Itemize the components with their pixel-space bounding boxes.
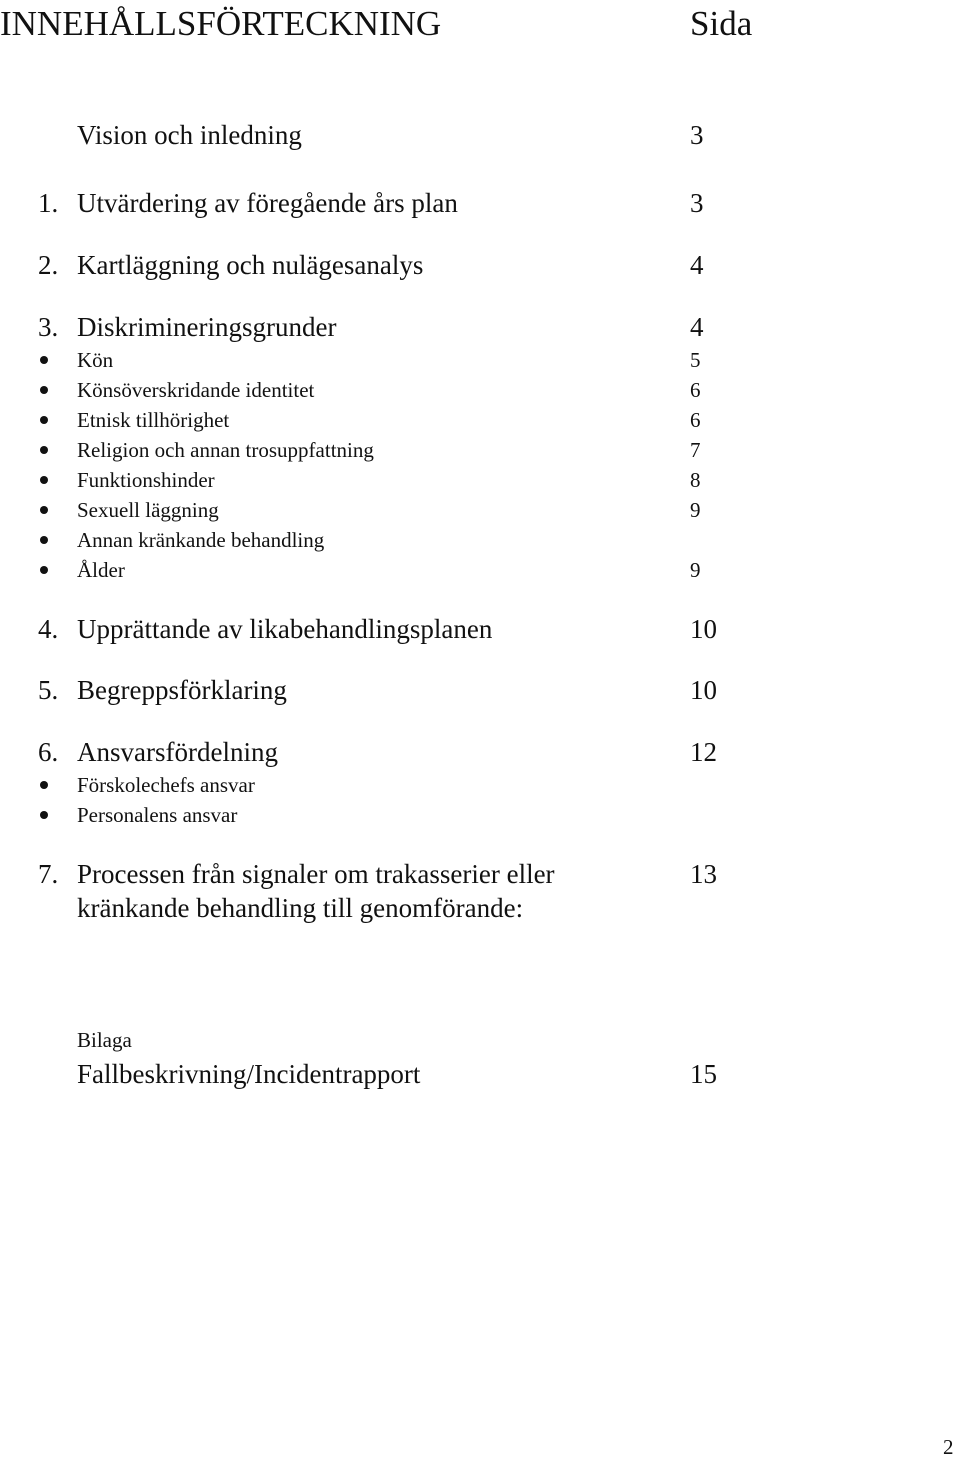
bullet-icon — [40, 356, 48, 364]
toc-subentry-text: Personalens ansvar — [77, 803, 238, 827]
toc-entry-page: 15 — [690, 1059, 717, 1089]
toc-subentry-text: Förskolechefs ansvar — [77, 773, 255, 797]
toc-subentry-page: 7 — [690, 438, 701, 462]
toc-subentry-page: 9 — [690, 498, 701, 522]
bullet-icon — [40, 536, 48, 544]
toc-entry-text: Begreppsförklaring — [77, 675, 287, 705]
toc-entry-number: 4. — [38, 614, 59, 644]
bullet-icon — [40, 781, 48, 789]
toc-entry-page: 12 — [690, 737, 717, 767]
page-number: 2 — [943, 1435, 954, 1459]
toc-subentry-text: Sexuell läggning — [77, 498, 219, 522]
toc-subentry-text: Religion och annan trosuppfattning — [77, 438, 374, 462]
toc-entry-text: Vision och inledning — [77, 120, 302, 150]
toc-entry-text: Ansvarsfördelning — [77, 737, 278, 767]
appendix-label: Bilaga — [77, 1028, 132, 1052]
toc-entry-number: 3. — [38, 312, 59, 342]
toc-subentry-text: Annan kränkande behandling — [77, 528, 325, 552]
bullet-icon — [40, 416, 48, 424]
toc-entry-number: 6. — [38, 737, 59, 767]
toc-subentry-page: 6 — [690, 408, 701, 432]
toc-entry-text-line2: kränkande behandling till genomförande: — [77, 893, 524, 923]
toc-subentry-page: 8 — [690, 468, 701, 492]
page-column-header: Sida — [690, 4, 753, 43]
toc-entry-page: 4 — [690, 250, 704, 280]
toc-subentry-text: Könsöverskridande identitet — [77, 378, 315, 402]
bullet-icon — [40, 476, 48, 484]
toc-subentry-page: 5 — [690, 348, 701, 372]
toc-subentry-page: 9 — [690, 558, 701, 582]
bullet-icon — [40, 506, 48, 514]
toc-entry-text: Diskrimineringsgrunder — [77, 312, 337, 342]
toc-entry-page: 13 — [690, 859, 717, 889]
toc-entry-text: Utvärdering av föregående års plan — [77, 188, 458, 218]
bullet-icon — [40, 446, 48, 454]
toc-entry-text: Fallbeskrivning/Incidentrapport — [77, 1059, 421, 1089]
toc-title: INNEHÅLLSFÖRTECKNING — [0, 4, 442, 43]
toc-subentry-text: Etnisk tillhörighet — [77, 408, 230, 432]
bullet-icon — [40, 811, 48, 819]
toc-entry-page: 10 — [690, 614, 717, 644]
bullet-icon — [40, 566, 48, 574]
toc-entry-text: Kartläggning och nulägesanalys — [77, 250, 424, 280]
toc-entry-number: 2. — [38, 250, 59, 280]
bullet-icon — [40, 386, 48, 394]
toc-entry-number: 1. — [38, 188, 59, 218]
toc-entry-text: Upprättande av likabehandlingsplanen — [77, 614, 493, 644]
toc-entry-number: 7. — [38, 859, 59, 889]
toc-entry-text-line1: Processen från signaler om trakasserier eller — [77, 859, 555, 889]
toc-entry-number: 5. — [38, 675, 59, 705]
toc-entry-page: 4 — [690, 312, 704, 342]
toc-subentry-text: Ålder — [77, 558, 125, 582]
toc-subentry-page: 6 — [690, 378, 701, 402]
toc-entry-page: 3 — [690, 188, 704, 218]
toc-subentry-text: Kön — [77, 348, 114, 372]
toc-entry-page: 10 — [690, 675, 717, 705]
toc-subentry-text: Funktionshinder — [77, 468, 215, 492]
toc-entry-page: 3 — [690, 120, 704, 150]
